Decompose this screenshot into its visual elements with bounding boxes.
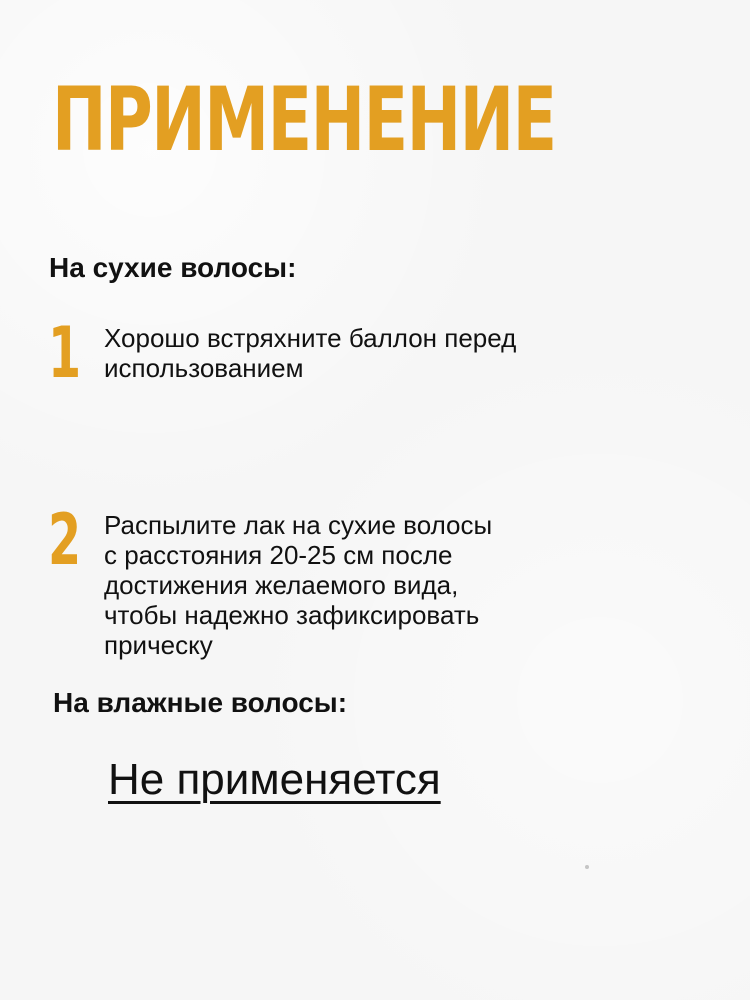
step-2-line-2: с расстояния 20-25 см после xyxy=(104,539,453,570)
step-number-2: 2 xyxy=(48,499,82,581)
dry-hair-heading: На сухие волосы: xyxy=(49,252,297,283)
step-1-line-1: Хорошо встряхните баллон перед xyxy=(104,323,517,353)
step-2-text xyxy=(104,511,624,660)
step-1-text xyxy=(104,324,624,384)
step-2-line-4: чтобы надежно зафиксировать xyxy=(104,599,480,630)
step-number-1: 1 xyxy=(48,312,82,394)
background-speck xyxy=(585,865,589,869)
step-2-line-5: прическу xyxy=(104,629,213,660)
wet-hair-status: Не применяется xyxy=(108,755,441,804)
step-1-line-2: использованием xyxy=(104,352,304,383)
step-2-line-3: достижения желаемого вида, xyxy=(104,569,459,600)
step-2-line-1: Распылите лак на сухие волосы xyxy=(104,510,493,540)
page-title: ПРИМЕНЕНИЕ xyxy=(52,68,556,171)
wet-hair-heading: На влажные волосы: xyxy=(53,687,348,718)
